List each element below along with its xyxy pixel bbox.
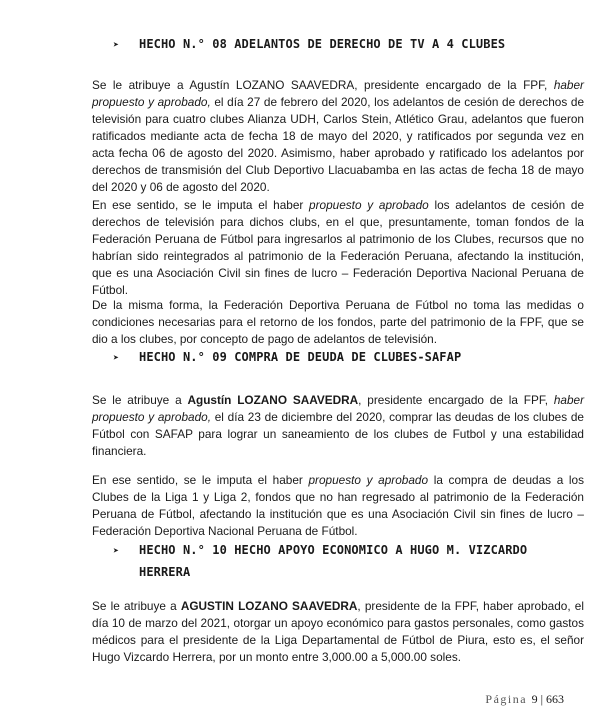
paragraph: Se le atribuye a AGUSTIN LOZANO SAAVEDRA, presidente de la FPF, haber aprobado, el día 10 de marzo del 2021, otorgar un apoyo económico para gastos personales, como gastos médicos para el presidente de la Liga Departamental de Fútbol de Piura, esto es, el señor Hugo Vizcardo Herrera, por un monto entre 3,000.00 a 5,000.00 soles. bbox=[92, 599, 584, 664]
section-heading-10: ➤ HECHO N.° 10 HECHO APOYO ECONOMICO A HUGO M. VIZCARDO HERRERA bbox=[113, 543, 528, 579]
page-number: 9 bbox=[531, 692, 538, 706]
page-label: Página bbox=[485, 692, 528, 706]
paragraph: En ese sentido, se le imputa el haber propuesto y aprobado los adelantos de cesión de derechos de televisión para dichos clubs, en el que, presuntamente, toman fondos de la Federación Peruana de Fútbol para ingresarlos al patrimonio de los Clubes, recursos que no habrían sido reintegrados al patrimonio de la Federación Peruana, afectando la institución, que es una Asociación Civil sin fines de lucro – Federación Deportiva Nacional Peruana de Fútbol. bbox=[92, 198, 585, 297]
paragraph: De la misma forma, la Federación Deportiva Peruana de Fútbol no toma las medidas o condiciones necesarias para el retorno de los fondos, parte del patrimonio de la FPF, que se dio a los clubes, por concepto de pago de adelantos de televisión. bbox=[92, 298, 584, 346]
page-total: 663 bbox=[546, 692, 564, 706]
paragraph: Se le atribuye a Agustín LOZANO SAAVEDRA, presidente encargado de la FPF, haber propuesto y aprobado, el día 23 de diciembre del 2020, comprar las deudas de los clubes de Fútbol con SAFAP para lograr un saneamiento de los clubes de Futbol y una estabilidad financiera. bbox=[92, 393, 585, 458]
page-separator: | bbox=[540, 692, 543, 706]
arrow-bullet-icon: ➤ bbox=[113, 353, 120, 364]
section-heading-09: ➤ HECHO N.° 09 COMPRA DE DEUDA DE CLUBES-SAFAP bbox=[113, 347, 461, 369]
arrow-bullet-icon: ➤ bbox=[113, 546, 120, 557]
section-heading-08: ➤ HECHO N.° 08 ADELANTOS DE DERECHO DE TV A 4 CLUBES bbox=[113, 34, 505, 56]
paragraph: En ese sentido, se le imputa el haber propuesto y aprobado la compra de deudas a los Clubes de la Liga 1 y Liga 2, fondos que no han regresado al patrimonio de la Federación Peruana de Fútbol, afectando la institución que es una Asociación Civil sin fines de lucro – Federación Deportiva Nacional Peruana de Fútbol. bbox=[92, 473, 585, 538]
page-footer bbox=[485, 692, 564, 707]
paragraph: Se le atribuye a Agustín LOZANO SAAVEDRA, presidente encargado de la FPF, haber propuesto y aprobado, el día 27 de febrero del 2020, los adelantos de cesión de derechos de televisión para cuatro clubes Alianza UDH, Carlos Stein, Atlético Grau, adelantos que fueron ratificados mediante acta de fecha 18 de mayo del 2020, y ratificados por segunda vez en acta fecha 06 de agosto del 2020. Asimismo, haber aprobado y ratificado los adelantos por derechos de transmisión del Club Deportivo Llacuabamba en las actas de fecha 18 de mayo del 2020 y 06 de agosto del 2020. bbox=[92, 78, 584, 194]
arrow-bullet-icon: ➤ bbox=[113, 40, 120, 51]
